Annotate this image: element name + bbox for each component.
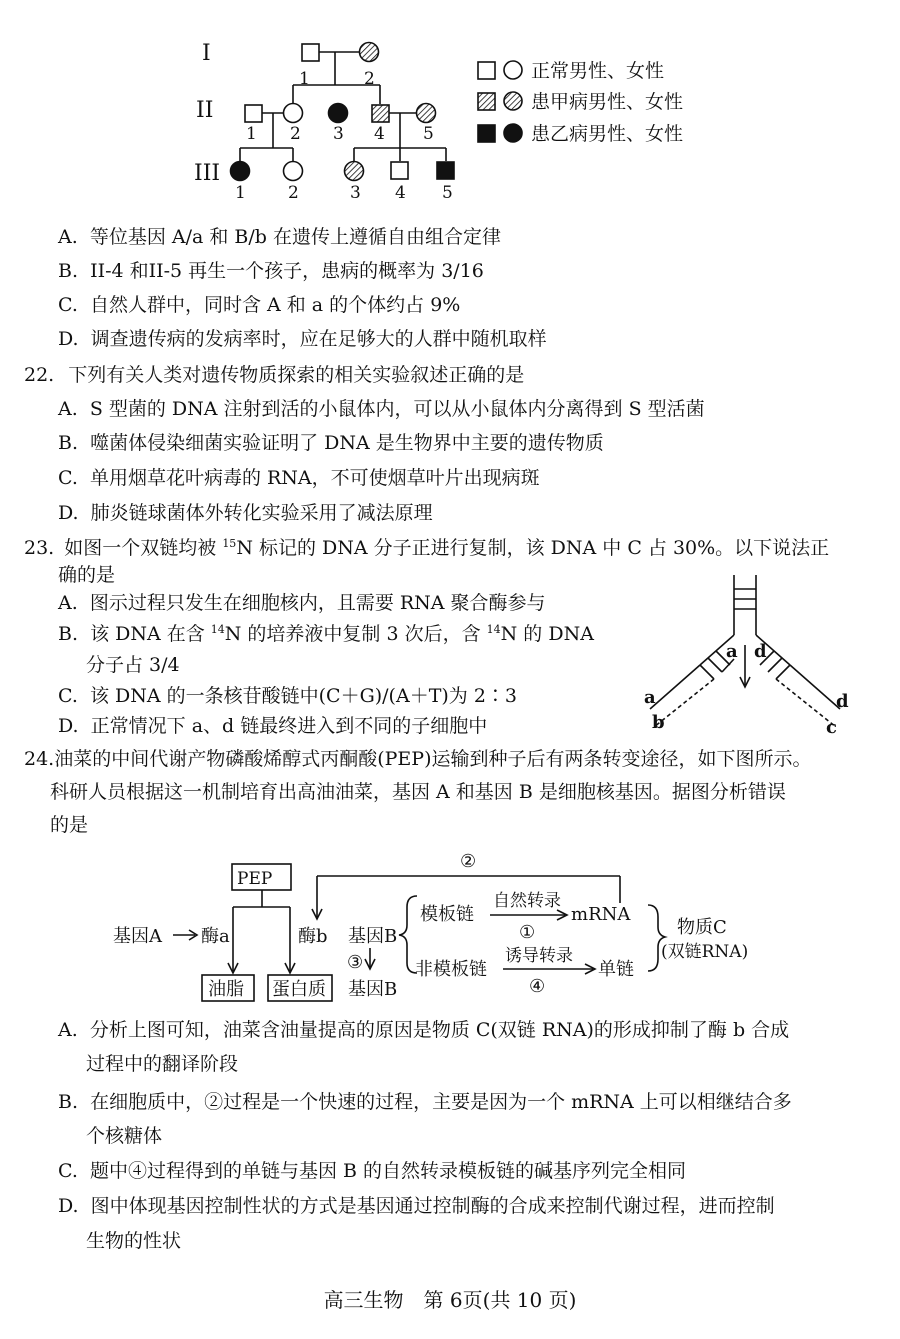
pedigree-number: 2 (288, 183, 299, 203)
q21-option-d (58, 326, 547, 352)
pedigree-number: 2 (364, 69, 375, 89)
option-label: B. (58, 1091, 79, 1113)
option-text: 正常情况下 a、d 链最终进入到不同的子细胞中 (90, 715, 488, 737)
q24-option-b-line2: 个核糖体 (86, 1125, 163, 1147)
pedigree-number: 1 (299, 69, 310, 89)
option-text: 图中体现基因控制性状的方式是基因通过控制酶的合成来控制代谢过程，进而控制 (90, 1195, 775, 1217)
question-number: 23. (24, 537, 55, 559)
legend-female-disease-b-icon (504, 124, 522, 142)
q23-option-d (58, 713, 487, 739)
pedigree-male-disease-a (372, 105, 389, 122)
option-label: B. (58, 260, 79, 282)
q22-option-c (58, 465, 540, 491)
process-1-label: ① (519, 922, 536, 943)
process-3-label: ③ (347, 952, 364, 973)
option-label: D. (58, 1195, 79, 1217)
pedigree-male-disease-b (437, 162, 454, 179)
legend-male-normal-icon (478, 62, 495, 79)
page-footer: 高三生物 第 6页(共 10 页) (323, 1288, 577, 1312)
option-text: 在细胞质中，②过程是一个快速的过程，主要是因为一个 mRNA 上可以相继结合多 (90, 1091, 792, 1113)
pedigree-number: 4 (395, 183, 406, 203)
pedigree-female-disease-a (360, 43, 379, 62)
question-stem: N 标记的 DNA 分子正进行复制，该 DNA 中 C 占 30%。以下说法正 (236, 537, 830, 559)
pedigree-number: 3 (333, 124, 344, 144)
pedigree-number: 5 (442, 183, 453, 203)
pep-box-label: PEP (237, 869, 273, 889)
isotope-superscript: 14 (486, 623, 501, 636)
q24-option-a (58, 1017, 789, 1043)
strand-label: d (754, 641, 767, 662)
pedigree-number: 4 (374, 124, 385, 144)
nontemplate-strand-label: 非模板链 (415, 959, 487, 980)
isotope-superscript: 14 (210, 623, 225, 636)
option-label: A. (58, 398, 78, 420)
question-number: 24. (24, 748, 55, 770)
generation-label-2: II (196, 98, 214, 123)
gene-a-label: 基因A (113, 926, 162, 947)
option-label: C. (58, 467, 78, 489)
dna-replication-diagram (630, 575, 870, 740)
single-strand-label: 单链 (598, 959, 634, 980)
pedigree-number: 3 (350, 183, 361, 203)
legend-normal-label: 正常男性、女性 (531, 60, 665, 82)
q24-option-b (58, 1089, 792, 1115)
option-text: II-4 和II-5 再生一个孩子，患病的概率为 3/16 (90, 260, 484, 282)
q22-option-d (58, 500, 433, 526)
option-label: A. (58, 226, 78, 248)
option-text: 该 DNA 在含 (90, 623, 211, 645)
pedigree-number: 1 (246, 124, 257, 144)
legend-disease-a-label: 患甲病男性、女性 (531, 91, 684, 113)
q23-stem (24, 535, 829, 561)
pedigree-number: 2 (290, 124, 301, 144)
generation-label-1: I (202, 41, 211, 66)
question-stem: 如图一个双链均被 (64, 537, 223, 559)
question-number: 22. (24, 364, 55, 386)
pedigree-female-normal (284, 162, 303, 181)
option-text: 等位基因 A/a 和 B/b 在遗传上遵循自由组合定律 (89, 226, 501, 248)
strand-label: a (726, 641, 738, 662)
pedigree-male-normal (302, 44, 319, 61)
pedigree-female-disease-a (417, 104, 436, 123)
option-label: C. (58, 294, 78, 316)
legend-male-disease-a-icon (478, 93, 495, 110)
dsrna-label: (双链RNA) (661, 942, 749, 962)
strand-label: c (826, 717, 837, 738)
q24-stem (24, 746, 811, 772)
q21-option-c (58, 292, 460, 318)
process-2-label: ② (460, 851, 477, 872)
q23-option-b (58, 621, 594, 647)
legend-male-disease-b-icon (478, 125, 495, 142)
q22-option-b (58, 430, 604, 456)
pedigree-female-disease-a (345, 162, 364, 181)
q21-option-a (58, 224, 501, 250)
option-label: C. (58, 685, 78, 707)
option-text: S 型菌的 DNA 注射到活的小鼠体内，可以从小鼠体内分离得到 S 型活菌 (89, 398, 705, 420)
pedigree-female-disease-b (231, 162, 250, 181)
q24-option-c (58, 1158, 686, 1184)
process-4-label: ④ (529, 976, 546, 997)
q23-option-b-line2: 分子占 3/4 (86, 654, 180, 676)
question-stem: 下列有关人类对遗传物质探索的相关实验叙述正确的是 (68, 364, 525, 386)
strand-label: d (836, 691, 849, 712)
oil-box-label: 油脂 (208, 979, 244, 1000)
q22-stem (24, 362, 524, 388)
option-label: A. (58, 1019, 78, 1041)
generation-label-3: III (194, 161, 221, 186)
q23-stem-line2: 确的是 (58, 564, 116, 586)
option-label: D. (58, 715, 79, 737)
option-label: C. (58, 1160, 78, 1182)
option-text: 噬菌体侵染细菌实验证明了 DNA 是生物界中主要的遗传物质 (90, 432, 604, 454)
gene-b-bottom-label: 基因B (348, 979, 398, 1000)
option-text: N 的 DNA (500, 623, 594, 645)
legend-disease-b-label: 患乙病男性、女性 (531, 123, 684, 145)
isotope-superscript: 15 (222, 537, 237, 550)
enzyme-b-label: 酶b (298, 926, 328, 947)
option-label: B. (58, 432, 79, 454)
substance-c-label: 物质C (677, 917, 727, 938)
template-strand-label: 模板链 (420, 904, 474, 925)
pep-pathway-diagram (105, 845, 795, 1005)
q24-stem-line2: 科研人员根据这一机制培育出高油油菜，基因 A 和基因 B 是细胞核基因。据图分析错误 (50, 781, 786, 803)
option-label: D. (58, 328, 79, 350)
pedigree-legend (475, 55, 710, 150)
legend-female-normal-icon (504, 61, 522, 79)
q24-stem-line3: 的是 (50, 814, 89, 836)
gene-b-label: 基因B (348, 926, 398, 947)
protein-box-label: 蛋白质 (272, 979, 326, 1000)
pedigree-female-disease-b (329, 104, 348, 123)
option-label: D. (58, 502, 79, 524)
option-text: 题中④过程得到的单链与基因 B 的自然转录模板链的碱基序列完全相同 (89, 1160, 686, 1182)
mrna-label: mRNA (571, 904, 631, 925)
strand-label: a (644, 687, 656, 708)
option-text: N 的培养液中复制 3 次后，含 (224, 623, 487, 645)
option-label: B. (58, 623, 79, 645)
strand-label: b (652, 712, 665, 733)
question-stem: 油菜的中间代谢产物磷酸烯醇式丙酮酸(PEP)运输到种子后有两条转变途径，如下图所示。 (54, 748, 812, 770)
q24-option-d (58, 1193, 775, 1219)
q23-option-a (58, 590, 546, 616)
option-text: 调查遗传病的发病率时，应在足够大的人群中随机取样 (90, 328, 547, 350)
q23-option-c (58, 683, 517, 709)
option-text: 单用烟草花叶病毒的 RNA，不可使烟草叶片出现病斑 (89, 467, 540, 489)
pedigree-male-normal (245, 105, 262, 122)
q22-option-a (58, 396, 705, 422)
pedigree-male-normal (391, 162, 408, 179)
option-text: 该 DNA 的一条核苷酸链中(C＋G)/(A＋T)为 2∶3 (89, 685, 517, 707)
option-text: 分析上图可知，油菜含油量提高的原因是物质 C(双链 RNA)的形成抑制了酶 b 合成 (89, 1019, 790, 1041)
option-text: 自然人群中，同时含 A 和 a 的个体约占 9% (89, 294, 461, 316)
enzyme-a-label: 酶a (201, 926, 230, 947)
option-text: 肺炎链球菌体外转化实验采用了减法原理 (90, 502, 433, 524)
option-label: A. (58, 592, 78, 614)
induced-transcription-label: 诱导转录 (505, 946, 573, 966)
option-text: 图示过程只发生在细胞核内，且需要 RNA 聚合酶参与 (89, 592, 546, 614)
pedigree-number: 1 (235, 183, 246, 203)
q24-option-a-line2: 过程中的翻译阶段 (86, 1053, 239, 1075)
pedigree-chart (180, 30, 480, 205)
q24-option-d-line2: 生物的性状 (86, 1230, 182, 1252)
pedigree-number: 5 (423, 124, 434, 144)
pedigree-female-normal (284, 104, 303, 123)
q21-option-b (58, 258, 484, 284)
natural-transcription-label: 自然转录 (493, 891, 561, 911)
legend-female-disease-a-icon (504, 92, 522, 110)
